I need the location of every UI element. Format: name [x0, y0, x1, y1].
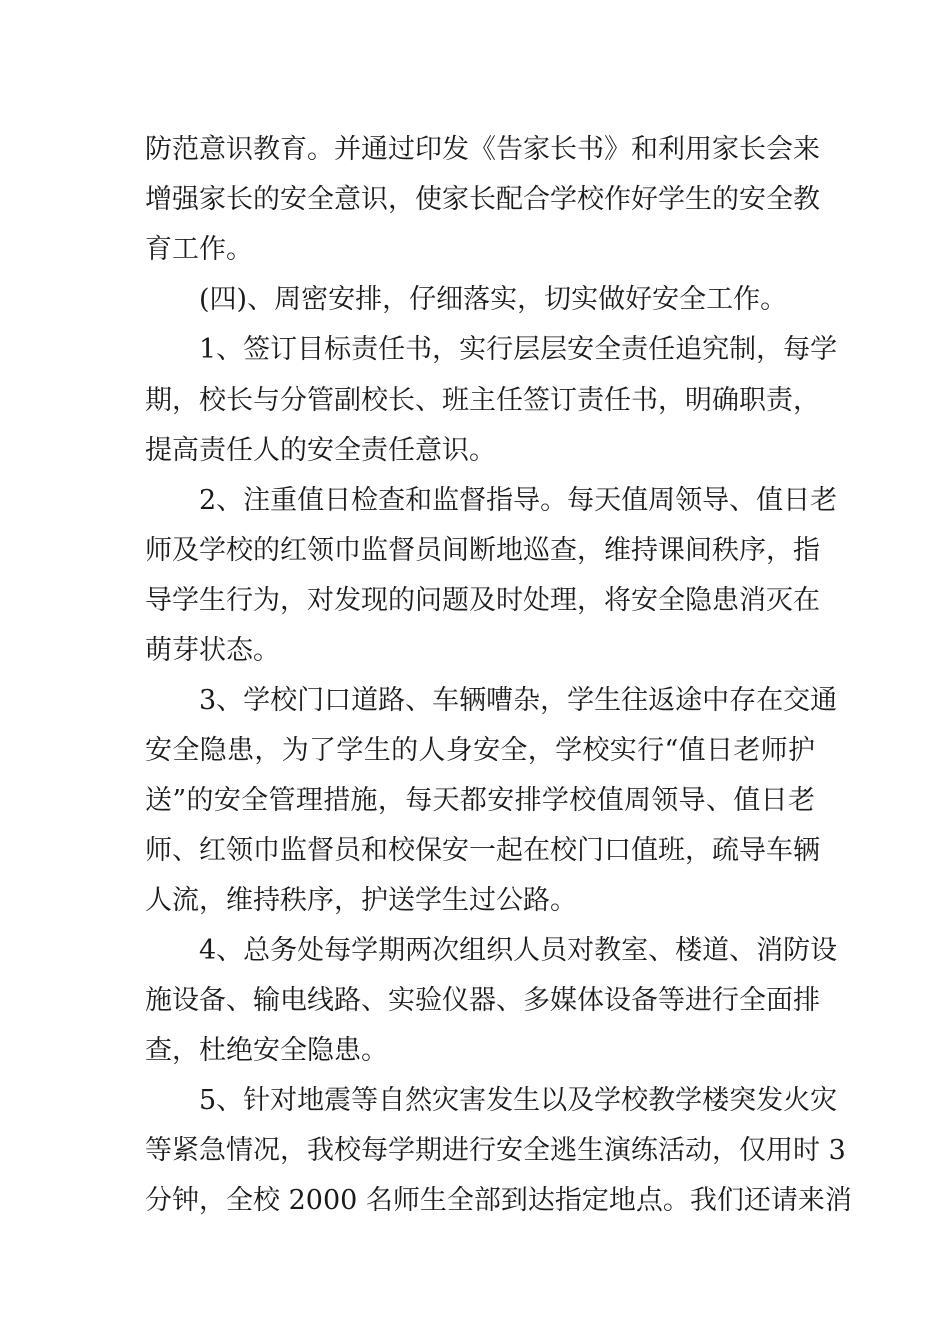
- section-heading: (四)、周密安排，仔细落实，切实做好安全工作。: [199, 284, 788, 315]
- text-line: 育工作。: [145, 234, 253, 265]
- text-line: 增强家长的安全意识，使家长配合学校作好学生的安全教: [145, 184, 820, 215]
- text-line: 3、学校门口道路、车辆嘈杂，学生往返途中存在交通: [199, 685, 838, 716]
- text-line: 2、注重值日检查和监督指导。每天值周领导、值日老: [199, 485, 838, 516]
- text-line: 1、签订目标责任书，实行层层安全责任追究制，每学: [199, 334, 838, 365]
- text-line: 5、针对地震等自然灾害发生以及学校教学楼突发火灾: [199, 1085, 838, 1116]
- text-line: 送”的安全管理措施，每天都安排学校值周领导、值日老: [145, 785, 815, 816]
- text-line: 等紧急情况，我校每学期进行安全逃生演练活动，仅用时 3: [145, 1135, 846, 1166]
- text-line: 期，校长与分管副校长、班主任签订责任书，明确职责，: [145, 385, 820, 416]
- text-line: 4、总务处每学期两次组织人员对教室、楼道、消防设: [199, 935, 838, 966]
- text-line: 人流，维持秩序，护送学生过公路。: [145, 885, 577, 916]
- text-line: 导学生行为，对发现的问题及时处理，将安全隐患消灭在: [145, 585, 820, 616]
- text-line: 施设备、输电线路、实验仪器、多媒体设备等进行全面排: [145, 985, 820, 1016]
- text-line: 师及学校的红领巾监督员间断地巡查，维持课间秩序，指: [145, 535, 820, 566]
- text-line: 分钟，全校 2000 名师生全部到达指定地点。我们还请来消: [145, 1185, 852, 1216]
- text-line: 安全隐患，为了学生的人身安全，学校实行“值日老师护: [145, 735, 815, 766]
- text-line: 查，杜绝安全隐患。: [145, 1035, 388, 1066]
- text-line: 提高责任人的安全责任意识。: [145, 435, 496, 466]
- text-line: 师、红领巾监督员和校保安一起在校门口值班，疏导车辆: [145, 835, 820, 866]
- text-line: 防范意识教育。并通过印发《告家长书》和利用家长会来: [145, 134, 820, 165]
- text-line: 萌芽状态。: [145, 635, 280, 666]
